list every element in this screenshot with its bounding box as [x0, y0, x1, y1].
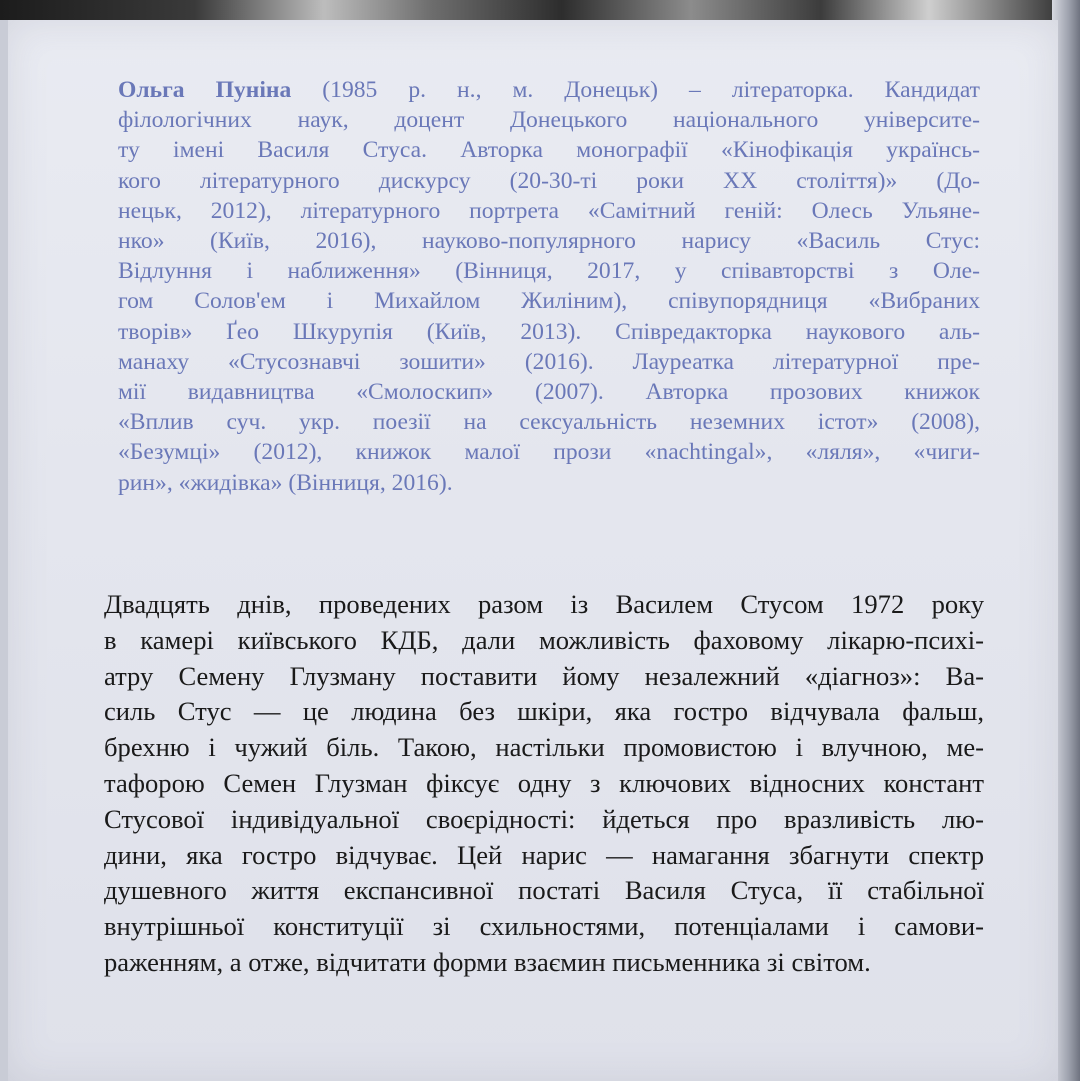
book-description	[104, 587, 984, 981]
description-line: Стусової індивідуальної своєрідності: йдеться про вразливість лю-	[104, 803, 984, 834]
bio-line: філологічних наук, доцент Донецького національного університе-	[118, 107, 980, 134]
bio-line: рин», «жидівка» (Вінниця, 2016).	[118, 469, 453, 496]
bio-line: Відлуння і наближення» (Вінниця, 2017, у співавторстві з Оле-	[118, 258, 980, 285]
bio-line: Ольга Пуніна (1985 р. н., м. Донецьк) – літераторка. Кандидат	[118, 77, 980, 103]
description-line: атру Семену Глузману поставити йому незалежний «діагноз»: Ва-	[104, 660, 984, 691]
description-line: дини, яка гостро відчуває. Цей нарис — намагання збагнути спектр	[104, 839, 984, 870]
bio-line: гом Солов'ем і Михайлом Жиліним), співупорядниця «Вибраних	[118, 288, 980, 315]
description-line: брехню і чужий біль. Такою, настільки промовистою і влучною, ме-	[104, 732, 984, 763]
description-line: Двадцять днів, проведених разом із Василем Стусом 1972 року	[104, 589, 984, 619]
description-line: раженням, а отже, відчитати форми взаємин письменника зі світом.	[104, 946, 871, 977]
bio-line: «Безумці» (2012), книжок малої прози «nachtingal», «ляля», «чиги-	[118, 439, 980, 466]
bio-line: манаху «Стусознавчі зошити» (2016). Лауреатка літературної пре-	[118, 348, 980, 375]
bio-line: нецьк, 2012), літературного портрета «Самітний геній: Олесь Ульяне-	[118, 197, 980, 224]
bio-line: кого літературного дискурсу (20-30-ті роки ХХ століття)» (До-	[118, 167, 980, 194]
bio-line: ту імені Василя Стуса. Авторка монографії «Кінофікація українсь-	[118, 137, 980, 164]
author-name: Ольга Пуніна	[118, 77, 292, 103]
cover-photo-edge	[0, 0, 1080, 20]
author-bio	[118, 75, 980, 498]
back-cover-page	[8, 20, 1058, 1081]
bio-line: творів» Ґео Шкурупія (Київ, 2013). Співредакторка наукового аль-	[118, 318, 980, 345]
description-line: силь Стус — це людина без шкіри, яка гостро відчувала фальш,	[104, 696, 984, 727]
bio-line: «Вплив суч. укр. поезії на сексуальність неземних істот» (2008),	[118, 409, 980, 436]
bio-line: нко» (Київ, 2016), науково-популярного нарису «Василь Стус:	[118, 228, 980, 255]
description-line: в камері київського КДБ, дали можливість фаховому лікарю-психі-	[104, 624, 984, 655]
bio-line: мії видавництва «Смолоскип» (2007). Авторка прозових книжок	[118, 379, 980, 406]
description-line: внутрішньої конституції зі схильностями, потенціалами і самови-	[104, 911, 984, 942]
description-line: тафорою Семен Глузман фіксує одну з ключових відносних констант	[104, 767, 984, 798]
description-line: душевного життя експансивної постаті Василя Стуса, її стабільної	[104, 875, 984, 906]
